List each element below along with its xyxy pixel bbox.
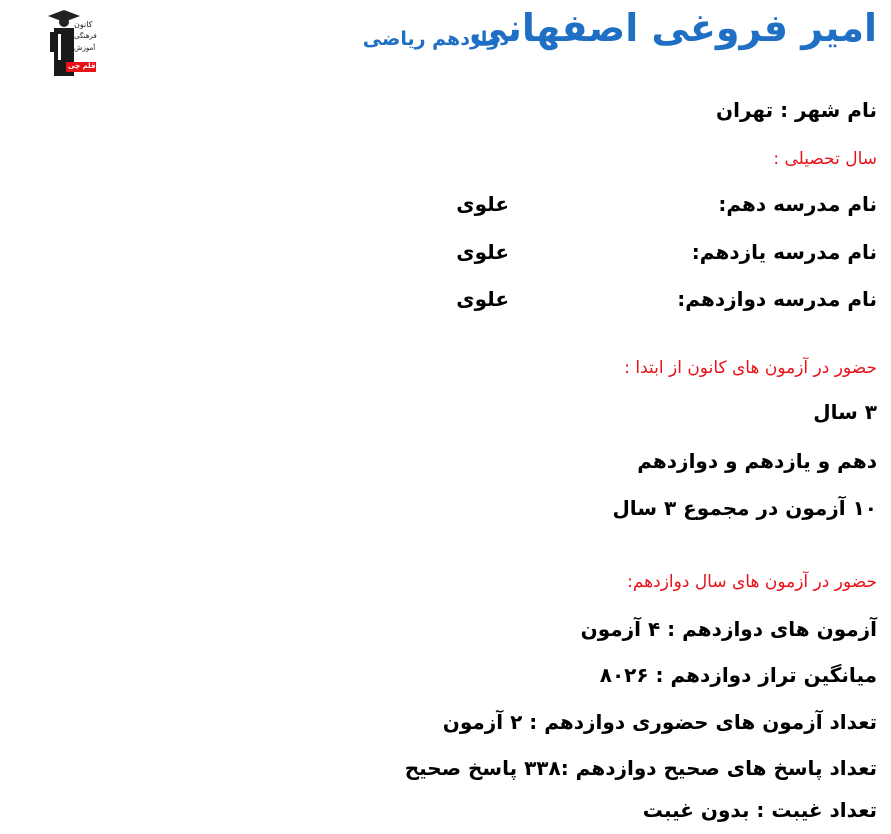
school-12-label: نام مدرسه دوازدهم: xyxy=(677,287,877,311)
school-12-value: علوی xyxy=(456,287,509,311)
grade12-exams-count: آزمون های دوازدهم : ۴ آزمون xyxy=(580,617,877,641)
school-11-value: علوی xyxy=(456,240,509,264)
kanoon-logo xyxy=(44,6,100,76)
kanoon-history-heading: حضور در آزمون های کانون از ابتدا : xyxy=(624,358,877,378)
city-line: نام شهر : تهران xyxy=(716,98,877,122)
grade12-correct-answers: تعداد پاسخ های صحیح دوازدهم :۳۳۸ پاسخ صحیح xyxy=(404,756,877,780)
logo-line-4: قلم چی xyxy=(68,62,96,70)
grade12-in-person-exams: تعداد آزمون های حضوری دوازدهم : ۲ آزمون xyxy=(442,710,877,734)
student-name: امیر فروغی اصفهانی xyxy=(469,6,877,50)
academic-year-heading: سال تحصیلی : xyxy=(773,149,877,169)
school-10-value: علوی xyxy=(456,192,509,216)
school-11-label: نام مدرسه یازدهم: xyxy=(691,240,877,264)
grade12-absences: تعداد غیبت : بدون غیبت xyxy=(642,798,877,822)
kanoon-history-line: ۳ سال xyxy=(813,400,877,424)
grade12-heading: حضور در آزمون های سال دوازدهم: xyxy=(627,572,877,592)
kanoon-history-line: دهم و یازدهم و دوازدهم xyxy=(637,449,877,473)
logo-line-1: کانون xyxy=(74,20,93,29)
grade12-average-taraz: میانگین تراز دوازدهم : ۸۰۲۶ xyxy=(599,663,877,687)
grade-field: دوازدهم ریاضی xyxy=(362,28,509,50)
kanoon-history-line: ۱۰ آزمون در مجموع ۳ سال xyxy=(612,496,877,520)
logo-line-3: آموزش xyxy=(74,44,96,52)
school-10-label: نام مدرسه دهم: xyxy=(718,192,877,216)
logo-line-2: فرهنگی xyxy=(74,32,97,40)
